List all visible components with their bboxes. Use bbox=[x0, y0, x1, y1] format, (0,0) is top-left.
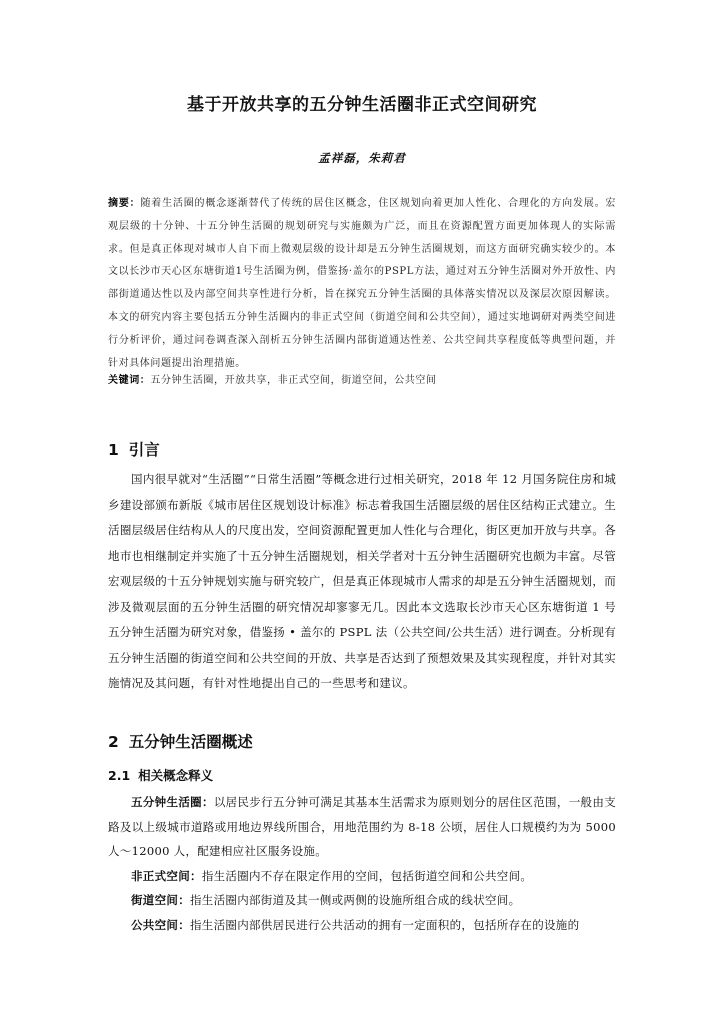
section-title: 引言 bbox=[128, 441, 160, 459]
abstract-label: 摘要： bbox=[108, 198, 141, 209]
keywords-text: 五分钟生活圈，开放共享，非正式空间，街道空间，公共空间 bbox=[150, 375, 437, 386]
subsection-heading bbox=[108, 766, 213, 784]
definition-term: 街道空间： bbox=[131, 893, 190, 907]
section-number: 1 bbox=[108, 441, 119, 459]
definition-text: 指生活圈内部街道及其一侧或两侧的设施所组合成的线状空间。 bbox=[190, 893, 521, 907]
section-number: 2 bbox=[108, 733, 119, 751]
definition-paragraph bbox=[108, 888, 616, 913]
definition-paragraph bbox=[108, 913, 616, 938]
introduction-body bbox=[108, 467, 616, 697]
introduction-paragraph: 国内很早就对“生活圈”“日常生活圈”等概念进行过相关研究，2018 年 12 月国务院住房和城乡建设部颁布新版《城市居住区规划设计标准》标志着我国生活圈层级的居住区结构正式建立。生活圈层级居住结构从人的尺度出发，空间资源配置更加人性化与合理化，街区更加开放与共享。各地市也相继制定并实施了十五分钟生活圈规划，相关学者对十五分钟生活圈研究也颇为丰富。尽管宏观层级的十五分钟规划实施与研究较广，但是真正体现城市人需求的却是五分钟生活圈规划，而涉及微观层面的五分钟生活圈的研究情况却寥寥无几。因此本文选取长沙市天心区东塘街道 1 号五分钟生活圈为研究对象，借鉴扬 • 盖尔的 PSPL 法（公共空间/公共生活）进行调查。分析现有五分钟生活圈的街道空间和公共空间的开放、共享是否达到了预想效果及其实现程度，并针对其实施情况及其问题，有针对性地提出自己的一些思考和建议。 bbox=[108, 472, 616, 690]
keywords-label: 关键词： bbox=[108, 375, 151, 386]
paper-title: 基于开放共享的五分钟生活圈非正式空间研究 bbox=[187, 95, 537, 115]
definition-term: 公共空间： bbox=[131, 917, 190, 932]
section-title: 五分钟生活圈概述 bbox=[128, 733, 253, 751]
definition-term: 五分钟生活圈： bbox=[131, 795, 214, 809]
author-names: 孟祥磊，朱莉君 bbox=[318, 151, 406, 165]
section-heading-introduction bbox=[108, 438, 160, 460]
subsection-title: 相关概念释义 bbox=[138, 768, 214, 783]
subsection-number: 2.1 bbox=[108, 768, 131, 783]
definition-term: 非正式空间： bbox=[131, 868, 202, 883]
abstract-text: 随着生活圈的概念逐渐替代了传统的居住区概念，住区规划向着更加人性化、合理化的方向发展。宏观层级的十分钟、十五分钟生活圈的规划研究与实施颇为广泛，而且在资源配置方面更加体现人的实际需求。但是真正体现对城市人自下而上微观层级的设计却是五分钟生活圈规划，而这方面研究确实较少的。本文以长沙市天心区东塘街道1号生活圈为例，借鉴扬·盖尔的PSPL方法，通过对五分钟生活圈对外开放性、内部街道通达性以及内部空间共享性进行分析，旨在探究五分钟生活圈的具体落实情况以及深层次原因解读。本文的研究内容主要包括五分钟生活圈内的非正式空间（街道空间和公共空间），通过实地调研对两类空间进行分析评价，通过问卷调查深入剖析五分钟生活圈内部街道通达性差、公共空间共享程度低等典型问题，并针对具体问题提出治理措施。 bbox=[108, 198, 616, 369]
keywords bbox=[108, 371, 616, 391]
section-heading-overview bbox=[108, 730, 253, 752]
definition-text: 指生活圈内部供居民进行公共活动的拥有一定面积的，包括所存在的设施的 bbox=[190, 917, 580, 932]
definition-paragraph bbox=[108, 864, 616, 889]
abstract bbox=[108, 193, 616, 375]
definition-text: 以居民步行五分钟可满足其基本生活需求为原则划分的居住区范围，一般由支路及以上级城市道路或用地边界线所围合，用地范围约为 8-18 公顷，居住人口规模约为为 5000 人～12000 人，配建相应社区服务设施。 bbox=[108, 795, 616, 858]
definitions bbox=[108, 790, 616, 937]
definition-text: 指生活圈内不存在限定作用的空间，包括街道空间和公共空间。 bbox=[201, 868, 533, 883]
definition-paragraph bbox=[108, 790, 616, 864]
